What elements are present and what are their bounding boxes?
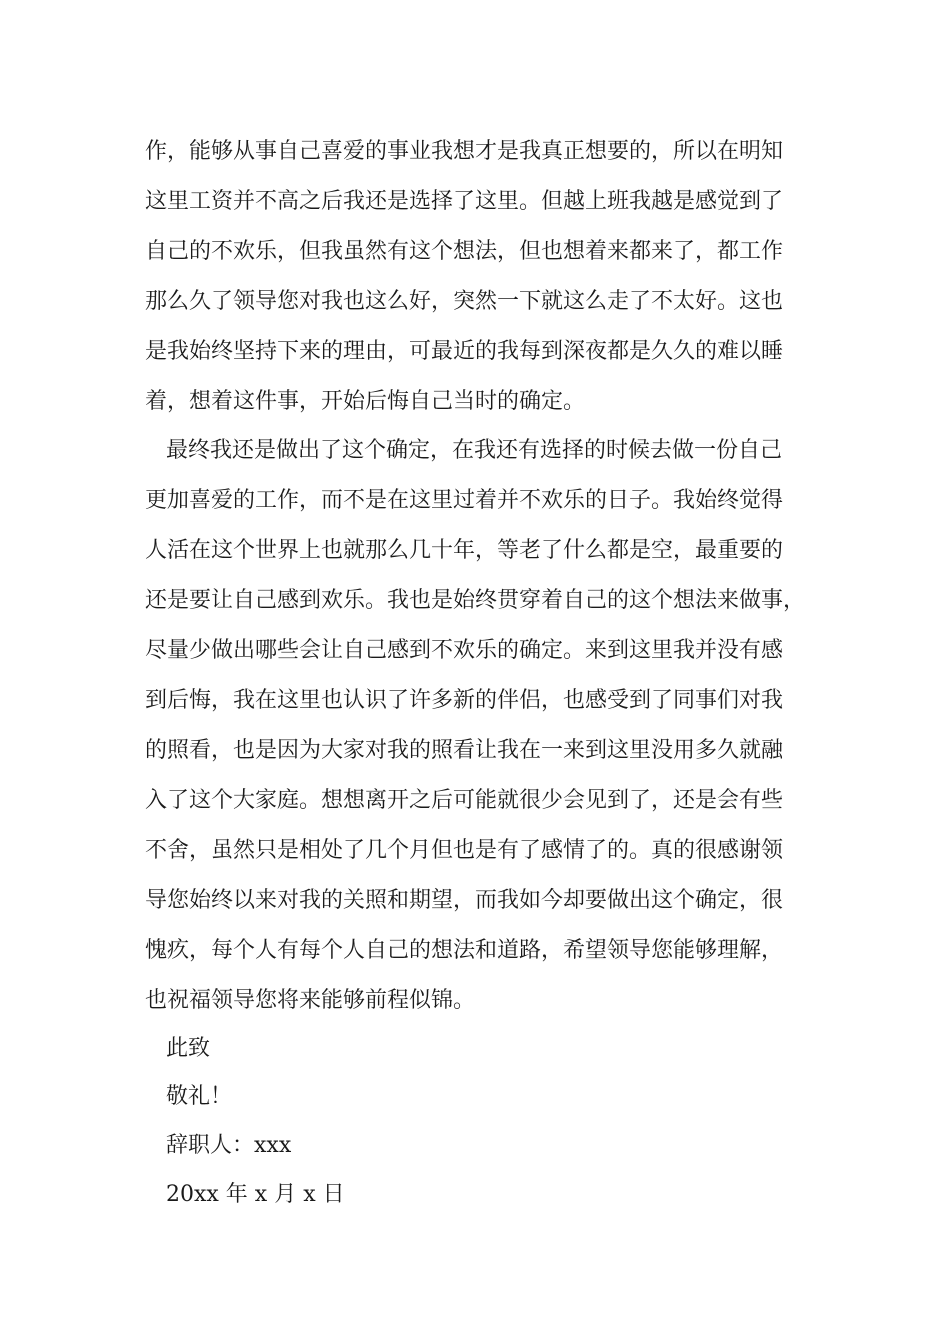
body-line: 更加喜爱的工作，而不是在这里过着并不欢乐的日子。我始终觉得 (145, 488, 784, 513)
body-line: 着，想着这件事，开始后悔自己当时的确定。 (145, 389, 586, 414)
body-line: 不舍，虽然只是相处了几个月但也是有了感情了的。真的很感谢领 (145, 838, 784, 863)
body-line: 的照看，也是因为大家对我的照看让我在一来到这里没用多久就融 (145, 738, 784, 763)
body-line: 还是要让自己感到欢乐。我也是始终贯穿着自己的这个想法来做事， (145, 588, 806, 613)
body-line: 到后悔，我在这里也认识了许多新的伴侣，也感受到了同事们对我 (145, 688, 784, 713)
body-line: 是我始终坚持下来的理由，可最近的我每到深夜都是久久的难以睡 (145, 339, 784, 364)
body-line: 那么久了领导您对我也这么好，突然一下就这么走了不太好。这也 (145, 289, 784, 314)
signature: 辞职人：xxx (166, 1133, 292, 1158)
body-line: 导您始终以来对我的关照和期望，而我如今却要做出这个确定，很 (145, 888, 784, 913)
body-line: 作，能够从事自己喜爱的事业我想才是我真正想要的，所以在明知 (145, 139, 784, 164)
body-line: 尽量少做出哪些会让自己感到不欢乐的确定。来到这里我并没有感 (145, 638, 784, 663)
body-line: 也祝福领导您将来能够前程似锦。 (145, 988, 476, 1013)
body-line: 自己的不欢乐，但我虽然有这个想法，但也想着来都来了，都工作 (145, 239, 784, 264)
body-line: 愧疚，每个人有每个人自己的想法和道路，希望领导您能够理解， (145, 938, 784, 963)
body-line: 人活在这个世界上也就那么几十年，等老了什么都是空，最重要的 (145, 538, 784, 563)
paragraph-first-line: 最终我还是做出了这个确定，在我还有选择的时候去做一份自己 (166, 438, 783, 463)
body-line: 入了这个大家庭。想想离开之后可能就很少会见到了，还是会有些 (145, 788, 784, 813)
date: 20xx 年 x 月 x 日 (166, 1182, 345, 1207)
body-line: 这里工资并不高之后我还是选择了这里。但越上班我越是感觉到了 (145, 189, 784, 214)
closing-regards: 敬礼！ (166, 1084, 233, 1109)
closing-salutation: 此致 (166, 1036, 211, 1061)
